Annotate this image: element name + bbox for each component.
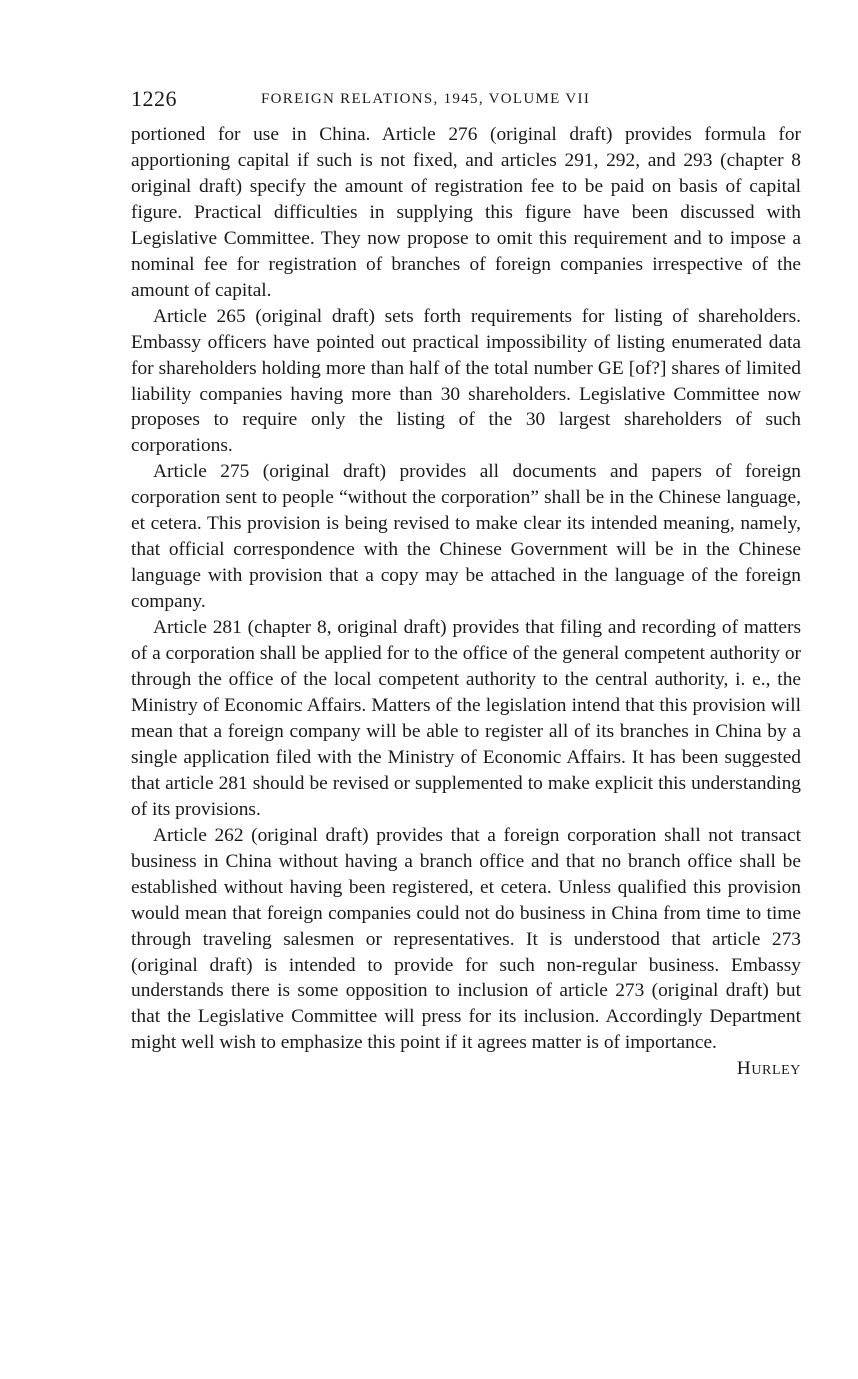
signature: Hurley bbox=[736, 1058, 801, 1080]
page-number: 1226 bbox=[131, 86, 177, 111]
running-head: FOREIGN RELATIONS, 1945, VOLUME VII bbox=[261, 91, 591, 107]
paragraph-continuation: portioned for use in China. Article 276 (original draft) provides formula for apportioning capital if such is not fixed, and articles 291, 292, and 293 (chapter 8 original draft) specify the amount of registration fee to be paid on basis of capital figure. Practical difficulties in supplying this figure have been discussed with Legislative Committee. They now propose to omit this requirement and to impose a nominal fee for registration of branches of foreign companies irrespective of the amount of capital. bbox=[131, 124, 801, 301]
paragraph-article-265: Article 265 (original draft) sets forth requirements for listing of shareholders. Embassy officers have pointed out practical impossibility of listing enumerated data for shareholders holding more than half of the total number GE [of?] shares of limited liability companies having more than 30 shareholders. Legislative Committee now proposes to require only the listing of the 30 largest shareholders of such corporations. bbox=[131, 305, 801, 457]
page-header bbox=[131, 86, 801, 116]
paragraph-article-262: Article 262 (original draft) provides that a foreign corporation shall not transact business in China without having a branch office and that no branch office shall be established without having been registered, et cetera. Unless qualified this provision would mean that foreign companies could not do business in China from time to time through traveling salesmen or representatives. It is understood that article 273 (original draft) is intended to provide for such non-regular business. Embassy understands there is some opposition to inclusion of article 273 (original draft) but that the Legislative Committee will press for its inclusion. Accordingly Department might well wish to emphasize this point if it agrees matter is of importance. bbox=[131, 824, 801, 1054]
paragraph-article-281: Article 281 (chapter 8, original draft) provides that filing and recording of matters of a corporation shall be applied for to the office of the general competent authority or through the office of the local competent authority to the central authority, i. e., the Ministry of Economic Affairs. Matters of the legislation intend that this provision will mean that a foreign company will be able to register all of its branches in China by a single application filed with the Ministry of Economic Affairs. It has been suggested that article 281 should be revised or supplemented to make explicit this understanding of its provisions. bbox=[131, 617, 801, 820]
paragraph-article-275: Article 275 (original draft) provides all documents and papers of foreign corporation sent to people “without the corporation” shall be in the Chinese language, et cetera. This provision is being revised to make clear its intended meaning, namely, that official correspondence with the Chinese Government will be in the Chinese language with provision that a copy may be attached in the language of the foreign company. bbox=[131, 461, 801, 613]
document-page bbox=[131, 86, 801, 1082]
